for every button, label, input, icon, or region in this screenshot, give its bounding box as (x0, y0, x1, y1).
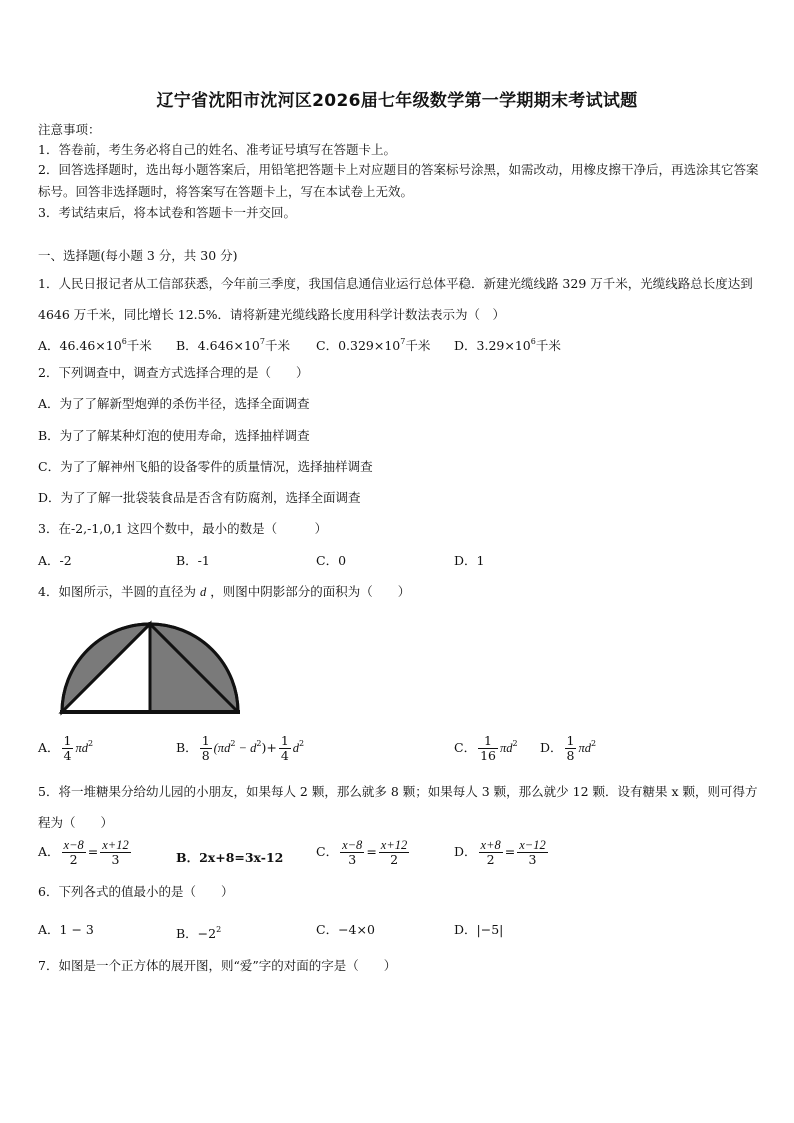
q3-option-a: A．-2 (38, 553, 72, 568)
notice-item-1: 1．答卷前，考生务必将自己的姓名、准考证号填写在答题卡上。 (38, 142, 396, 157)
q1-option-a: A．$46.46\times 10^6$千米 (38, 337, 152, 353)
q1-option-b: B．$4.646\times 10^7$千米 (176, 337, 290, 353)
q2-option-a: A．为了了解新型炮弹的杀伤半径，选择全面调查 (38, 396, 310, 411)
semicircle-figure (58, 616, 248, 720)
q5-stem: 5．将一堆糖果分给幼儿园的小朋友，如果每人 2 颗，那么就多 8 颗；如果每人 3 颗，那么就少 12 颗．设有糖果 x 颗，则可得方程为（ ） (38, 784, 758, 830)
notice-item-2: 2．回答选择题时，选出每小题答案后，用铅笔把答题卡上对应题目的答案标号涂黑，如需改动，用橡皮擦干净后，再选涂其它答案标号。回答非选择题时，将答案写在答题卡上，写在本试卷上无效。 (38, 162, 759, 199)
q5-option-b: B．2x+8=3x-12 (176, 850, 284, 865)
semicircle-diagram (58, 616, 248, 716)
q4-option-b: B． $\frac{1}{8}$ $(\pi d^2 - d^2)+$ $\frac{1}{4}$ $d^2$ (176, 733, 305, 763)
q4-option-c: C． $\frac{1}{16}$ $\pi d^2$ (454, 733, 518, 763)
page-title: 辽宁省沈阳市沈河区2026届七年级数学第一学期期末考试试题 (156, 91, 638, 111)
q5-option-c: C． $\frac{x-8}{3}$ = $\frac{x+12}{2}$ (316, 838, 408, 867)
notice-heading: 注意事项： (38, 122, 101, 137)
q5-option-d: D． $\frac{x+8}{2}$ = $\frac{x-12}{3}$ (454, 838, 546, 867)
q4-option-d: D． $\frac{1}{8}$ $\pi d^2$ (540, 733, 597, 763)
q6-stem: 6．下列各式的值最小的是（ ） (38, 884, 234, 899)
q7-stem: 7．如图是一个正方体的展开图，则“爱”字的对面的字是（ ） (38, 958, 397, 973)
q3-option-c: C．0 (316, 553, 347, 568)
q2-option-b: B．为了了解某种灯泡的使用寿命，选择抽样调查 (38, 428, 310, 443)
q1-stem: 1．人民日报记者从工信部获悉，今年前三季度，我国信息通信业运行总体平稳．新建光缆线路 329 万千米，光缆线路总长度达到 4646 万千米，同比增长 12.5%．请将新建光缆线路长度用科学计数法表示为（ ） (38, 276, 753, 322)
q1-option-c: C．$0.329\times 10^7$千米 (316, 337, 431, 353)
q4-option-a: A． $\frac{1}{4}$ $\pi d^2$ (38, 733, 94, 763)
q6-option-b: B．$-2^2$ (176, 925, 222, 941)
q2-option-d: D．为了了解一批袋装食品是否含有防腐剂，选择全面调查 (38, 490, 361, 505)
q1-option-d: D．$3.29\times 10^6$千米 (454, 337, 561, 353)
q3-stem: 3．在-2,-1,0,1 这四个数中，最小的数是（ ） (38, 521, 328, 536)
q3-option-d: D．1 (454, 553, 485, 568)
notice-item-3: 3．考试结束后，将本试卷和答题卡一并交回。 (38, 205, 296, 220)
q6-option-c: C．−4×0 (316, 922, 375, 937)
q4-stem: 4．如图所示，半圆的直径为 d ，则图中阴影部分的面积为（ ） (38, 584, 411, 599)
section-heading: 一、选择题(每小题 3 分，共 30 分) (38, 248, 238, 263)
q6-option-d: D．|−5| (454, 922, 504, 937)
q5-option-a: A． $\frac{x-8}{2}$ = $\frac{x+12}{3}$ (38, 838, 129, 867)
q6-option-a: A．1 − 3 (38, 922, 94, 937)
q2-option-c: C．为了了解神州飞船的设备零件的质量情况，选择抽样调查 (38, 459, 373, 474)
q2-stem: 2．下列调查中，调查方式选择合理的是（ ） (38, 365, 309, 380)
q3-option-b: B．-1 (176, 553, 210, 568)
